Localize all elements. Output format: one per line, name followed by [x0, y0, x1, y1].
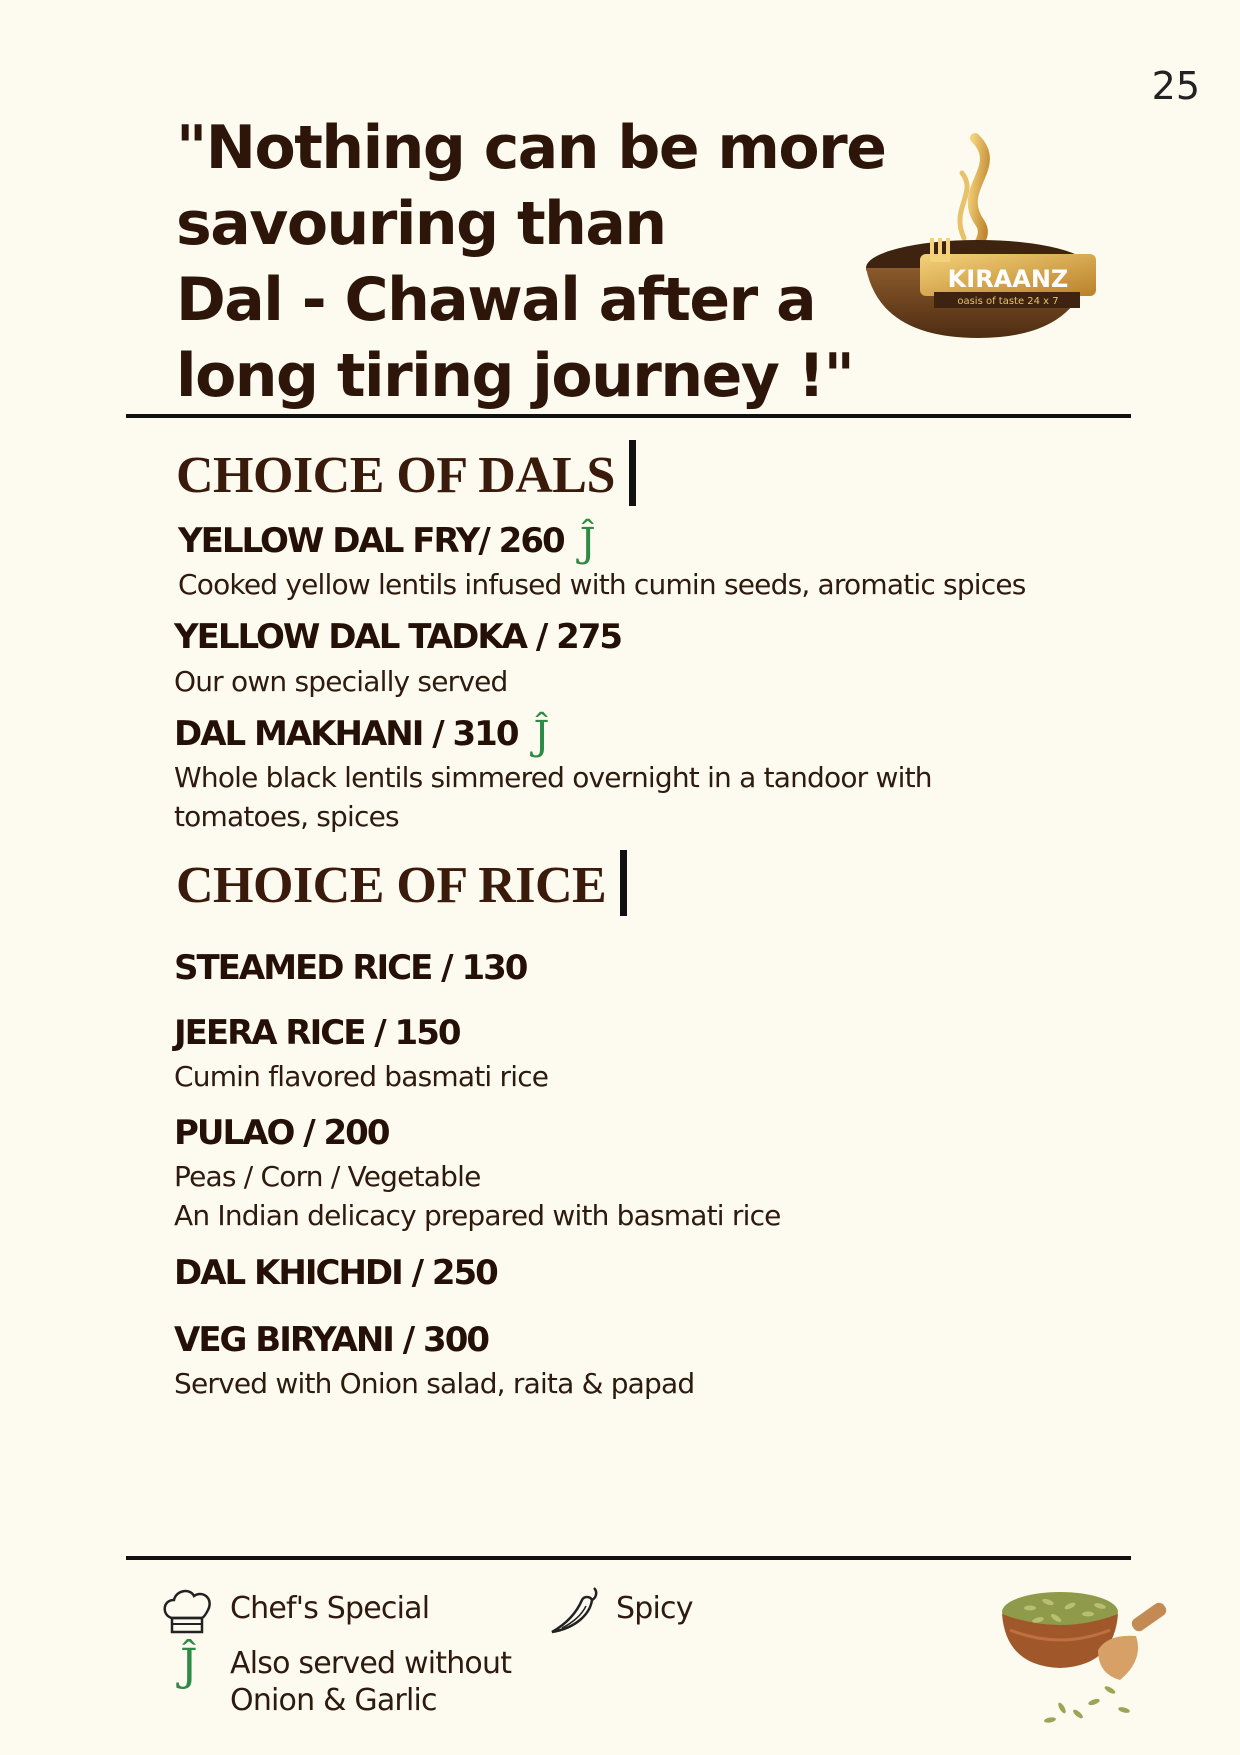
jain-icon: Ĵ [579, 520, 596, 566]
page-quote [176, 110, 886, 414]
page-number: 25 [1151, 64, 1200, 108]
menu-item-desc: Peas / Corn / Vegetable [174, 1160, 481, 1193]
logo-brand: KIRAANZ [947, 265, 1069, 293]
quote-line-4: long tiring journey !" [176, 341, 854, 411]
menu-item-dal-khichdi: DAL KHICHDI / 250 [174, 1253, 497, 1293]
chili-icon [546, 1580, 606, 1640]
heading-bar [620, 850, 627, 916]
chef-hat-icon [160, 1584, 216, 1640]
menu-item-desc: Cumin flavored basmati rice [174, 1060, 549, 1093]
section-heading-rice: CHOICE OF RICE [176, 850, 627, 916]
jain-icon: Ĵ [533, 713, 550, 759]
top-divider [126, 414, 1131, 418]
menu-item-desc: Whole black lentils simmered overnight in a tandoor with [174, 761, 932, 794]
bottom-divider [126, 1556, 1131, 1560]
menu-item-jeera-rice: JEERA RICE / 150 [174, 1013, 460, 1053]
legend-spicy: Spicy [616, 1591, 693, 1626]
jain-icon: Ĵ [180, 1640, 198, 1691]
menu-item-desc: Served with Onion salad, raita & papad [174, 1367, 695, 1400]
menu-item-steamed-rice: STEAMED RICE / 130 [174, 948, 527, 988]
menu-item-pulao: PULAO / 200 [174, 1113, 389, 1153]
menu-item-desc: Our own specially served [174, 665, 508, 698]
fennel-bowl-image [990, 1570, 1190, 1730]
menu-item-dal-makhani: DAL MAKHANI / 310 Ĵ [174, 713, 550, 759]
menu-item-desc: Cooked yellow lentils infused with cumin seeds, aromatic spices [178, 568, 1026, 601]
heading-bar [629, 440, 636, 506]
quote-line-2: savouring than [176, 189, 666, 259]
menu-item-veg-biryani: VEG BIRYANI / 300 [174, 1320, 489, 1360]
quote-line-3: Dal - Chawal after a [176, 265, 816, 335]
section-heading-dals: CHOICE OF DALS [176, 440, 636, 506]
menu-item-yellow-dal-tadka: YELLOW DAL TADKA / 275 [174, 617, 622, 657]
kiraanz-logo [850, 128, 1110, 358]
fork-icon [930, 238, 950, 262]
legend-chef-special: Chef's Special [230, 1591, 430, 1626]
menu-item-yellow-dal-fry: YELLOW DAL FRY/ 260 Ĵ [178, 520, 596, 566]
legend-jain-line2: Onion & Garlic [230, 1683, 437, 1718]
quote-line-1: "Nothing can be more [176, 113, 886, 183]
legend-jain-line1: Also served without [230, 1646, 512, 1681]
menu-item-desc: An Indian delicacy prepared with basmati rice [174, 1199, 781, 1232]
menu-item-desc: tomatoes, spices [174, 800, 399, 833]
logo-tagline: oasis of taste 24 x 7 [957, 296, 1059, 307]
